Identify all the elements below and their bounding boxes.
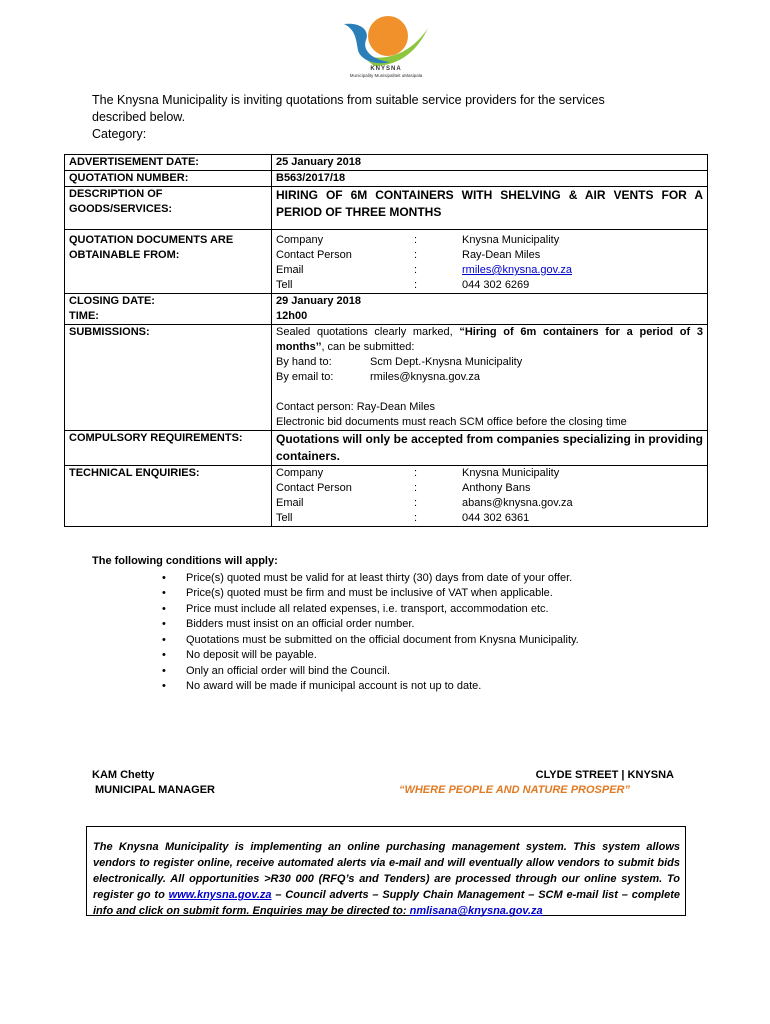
technical-row [276,496,703,511]
address-block [399,768,674,798]
conditions-heading: The following conditions will apply: [92,555,278,567]
technical-email-sep: : [414,497,418,509]
documents-company-value: Knysna Municipality [462,234,560,246]
condition-item: • Price(s) quoted must be valid for at least thirty (30) days from date of your offer. [92,571,652,587]
compulsory-cell [272,431,708,466]
compulsory-value: Quotations will only be accepted from companies specializing in providing containers. [276,432,703,463]
documents-tell-sep: : [414,279,418,291]
closing-date-value: 29 January 2018 [276,295,362,307]
technical-row [276,511,703,526]
documents-email-link[interactable]: rmiles@knysna.gov.za [462,264,572,276]
technical-contact-key: Contact Person [276,482,352,494]
technical-email-value: abans@knysna.gov.za [462,497,573,509]
conditions [92,554,652,695]
documents-contact-key: Contact Person [276,249,352,261]
by-hand-label: By hand to: [276,356,332,368]
submissions-label: SUBMISSIONS: [65,325,272,431]
row-submissions [65,325,708,431]
quotation-number-value: B563/2017/18 [272,171,708,187]
spacer [276,385,703,400]
condition-item: • No award will be made if municipal account is not up to date. [92,679,652,695]
intro-line-1: The Knysna Municipality is inviting quotations from suitable service providers for the services [92,93,605,107]
website-link[interactable]: www.knysna.gov.za [168,889,272,901]
conditions-list [92,571,652,695]
documents-label-line-1: QUOTATION DOCUMENTS ARE [69,234,234,246]
condition-item: • Quotations must be submitted on the official document from Knysna Municipality. [92,633,652,649]
online-system-notice [86,826,686,916]
submissions-text-bold: “Hiring of 6m containers for a period of 3 months’’ [276,326,703,353]
technical-row [276,481,703,496]
documents-label-line-2: OBTAINABLE FROM: [69,249,180,261]
condition-item: • Only an official order will bind the Council. [92,664,652,680]
logo-subtitle: Municipality Munisipaliteit uMasipala [349,73,423,78]
by-hand-value: Scm Dept.-Knysna Municipality [370,356,523,368]
documents-label [65,230,272,294]
intro-line-3: Category: [92,127,147,141]
row-description [65,187,708,230]
by-email-row [276,370,703,385]
row-advertisement-date [65,155,708,171]
documents-cell [272,230,708,294]
logo-text [326,66,446,78]
notice-text-2: – Council adverts – Supply Chain Management – SCM e-mail list – complete info and click on submit form. Enquiries may be directed to: [93,889,681,917]
documents-row [276,263,703,278]
documents-company-key: Company [276,234,324,246]
technical-company-value: Knysna Municipality [462,467,560,479]
by-email-value: rmiles@knysna.gov.za [370,371,480,383]
documents-email-key: Email [276,264,304,276]
condition-item: • Bidders must insist on an official order number. [92,617,652,633]
closing-label [65,294,272,325]
quotation-table [64,154,708,527]
technical-tell-sep: : [414,512,418,524]
description-label-line-2: GOODS/SERVICES: [69,203,173,215]
documents-row [276,248,703,263]
submissions-text-2: , can be submitted: [321,341,415,353]
street-address: CLYDE STREET | KNYSNA [535,769,674,781]
contact-line: Contact person: Ray-Dean Miles [276,401,435,413]
technical-tell-value: 044 302 6361 [462,512,530,524]
submissions-cell [272,325,708,431]
motto: “WHERE PEOPLE AND NATURE PROSPER” [398,784,630,796]
documents-row [276,233,703,248]
documents-contact-value: Ray-Dean Miles [462,249,541,261]
condition-item: • Price must include all related expenses, i.e. transport, accommodation etc. [92,602,652,618]
closing-date-label: CLOSING DATE: [69,295,155,307]
time-label: TIME: [69,310,99,322]
technical-company-sep: : [414,467,418,479]
logo-name: KNYSNA [370,66,402,72]
time-value: 12h00 [276,310,308,322]
advertisement-date-label: ADVERTISEMENT DATE: [65,155,272,171]
signatory-title: MUNICIPAL MANAGER [95,784,215,796]
enquiries-email-link[interactable]: nmlisana@knysna.gov.za [409,905,543,917]
submissions-text [276,325,703,355]
condition-item: • No deposit will be payable. [92,648,652,664]
row-documents [65,230,708,294]
row-technical [65,466,708,527]
by-email-label: By email to: [276,371,334,383]
documents-company-sep: : [414,234,418,246]
notice-text-1: The Knysna Municipality is implementing an online purchasing management system. This system allows vendors to register online, receive automated alerts via e-mail and will eventually allow vendors to submit bids electronically. All opportunities >R30 000 (RFQ’s and Tenders) are processed through our online system. To register go to [93,841,680,901]
documents-contact-sep: : [414,249,418,261]
row-compulsory [65,431,708,466]
technical-row [276,466,703,481]
signatory-name: KAM Chetty [92,769,155,781]
intro [92,92,652,143]
row-closing [65,294,708,325]
by-hand-row [276,355,703,370]
documents-tell-key: Tell [276,279,293,291]
technical-company-key: Company [276,467,324,479]
documents-tell-value: 044 302 6269 [462,279,530,291]
logo-sun [368,16,408,56]
intro-line-2: described below. [92,110,186,124]
advertisement-date-value: 25 January 2018 [272,155,708,171]
quotation-number-label: QUOTATION NUMBER: [65,171,272,187]
description-label [65,187,272,230]
description-cell [272,187,708,230]
technical-cell [272,466,708,527]
row-quotation-number [65,171,708,187]
compulsory-label: COMPULSORY REQUIREMENTS: [65,431,272,466]
documents-email-sep: : [414,264,418,276]
closing-value [272,294,708,325]
technical-tell-key: Tell [276,512,293,524]
submissions-text-1: Sealed quotations clearly marked, [276,326,460,338]
description-label-line-1: DESCRIPTION OF [69,188,163,200]
signature-block [92,768,215,798]
technical-contact-value: Anthony Bans [462,482,531,494]
technical-label: TECHNICAL ENQUIRIES: [65,466,272,527]
documents-row [276,278,703,293]
description-value: HIRING OF 6M CONTAINERS WITH SHELVING & AIR VENTS FOR A PERIOD OF THREE MONTHS [276,188,703,219]
condition-item: • Price(s) quoted must be firm and must be inclusive of VAT when applicable. [92,586,652,602]
technical-contact-sep: : [414,482,418,494]
electronic-line: Electronic bid documents must reach SCM office before the closing time [276,416,627,428]
technical-email-key: Email [276,497,304,509]
